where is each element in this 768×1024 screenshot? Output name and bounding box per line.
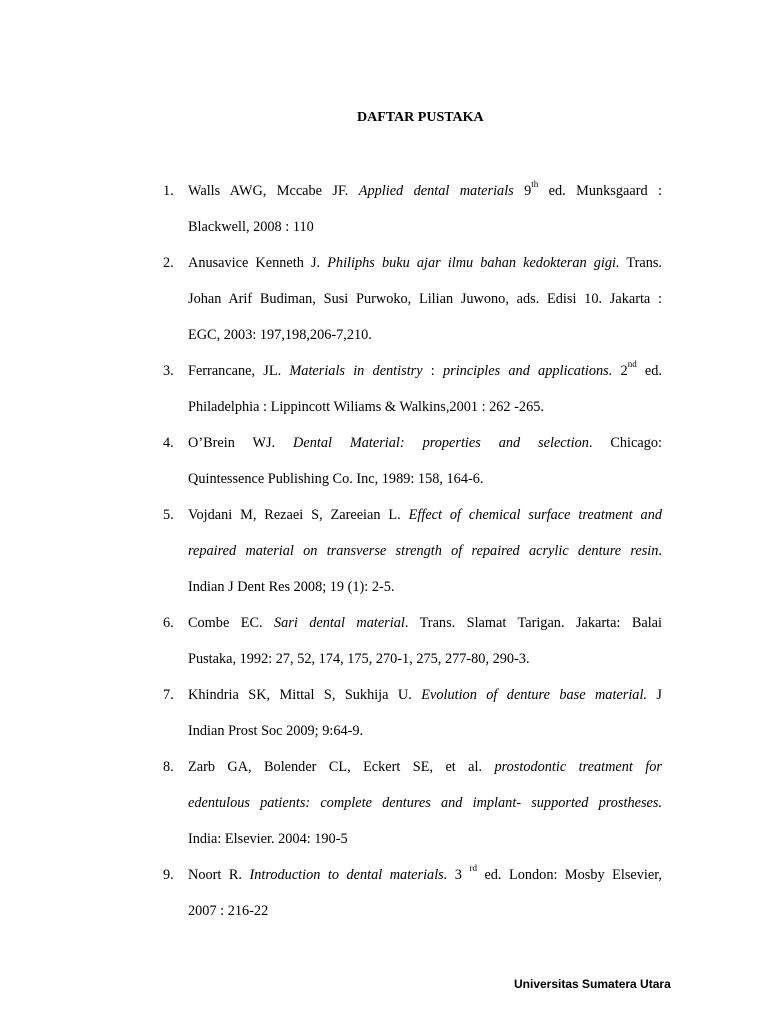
reference-text: Anusavice Kenneth J. — [188, 255, 328, 271]
reference-text: Indian Prost Soc 2009; 9:64-9. — [188, 723, 364, 739]
reference-line — [188, 713, 662, 749]
italic-title-text: Dental Material: properties and selection — [293, 435, 589, 451]
reference-text: . Trans. Slamat Tarigan. Jakarta: Balai — [404, 615, 662, 631]
reference-line — [188, 749, 662, 785]
reference-number: 3. — [163, 363, 174, 379]
reference-item — [163, 605, 662, 677]
reference-item — [163, 749, 662, 857]
reference-text: ed. London: Mosby Elsevier, — [476, 867, 662, 883]
reference-number: 5. — [163, 507, 174, 523]
reference-item — [163, 353, 662, 425]
reference-line — [188, 425, 662, 461]
reference-text: Vojdani M, Rezaei S, Zareeian L. — [188, 507, 409, 523]
reference-text: 2 — [612, 363, 628, 379]
reference-text: Pustaka, 1992: 27, 52, 174, 175, 270-1, 275, 277-80, 290-3. — [188, 651, 530, 667]
reference-text: 3 — [447, 867, 470, 883]
italic-title-text: Applied dental materials — [358, 183, 514, 199]
italic-title-text: prostodontic treatment for — [494, 759, 662, 775]
reference-item — [163, 497, 662, 605]
italic-title-text: Evolution of denture base material. — [421, 687, 648, 703]
italic-title-text: principles and applications. — [443, 363, 613, 379]
page-title: DAFTAR PUSTAKA — [357, 110, 484, 125]
reference-text: Zarb GA, Bolender CL, Eckert SE, et al. — [188, 759, 495, 775]
reference-line — [188, 389, 662, 425]
reference-item — [163, 677, 662, 749]
reference-line — [188, 245, 662, 281]
reference-text: EGC, 2003: 197,198,206-7,210. — [188, 327, 372, 343]
reference-line — [188, 605, 662, 641]
italic-title-text: Materials in dentistry — [289, 363, 423, 379]
reference-number: 1. — [163, 183, 174, 199]
reference-number: 4. — [163, 435, 174, 451]
reference-text: India: Elsevier. 2004: 190-5 — [188, 831, 348, 847]
superscript-text: rd — [469, 863, 477, 874]
italic-title-text: Philiphs buku ajar ilmu bahan kedokteran gigi. — [327, 255, 620, 271]
superscript-text: th — [531, 179, 539, 190]
reference-line — [188, 533, 662, 569]
reference-item — [163, 245, 662, 353]
reference-text: Philadelphia : Lippincott Wiliams & Walkins,2001 : 262 -265. — [188, 399, 544, 415]
reference-text: Combe EC. — [188, 615, 274, 631]
reference-text: Quintessence Publishing Co. Inc, 1989: 158, 164-6. — [188, 471, 484, 487]
reference-line — [188, 821, 662, 857]
reference-number: 7. — [163, 687, 174, 703]
reference-text: 2007 : 216-22 — [188, 903, 269, 919]
reference-text: Walls AWG, Mccabe JF. — [188, 183, 359, 199]
superscript-text: nd — [627, 359, 637, 370]
reference-item — [163, 857, 662, 929]
italic-title-text: edentulous patients: complete dentures and implant- supported prostheses. — [188, 795, 662, 811]
reference-text: Trans. — [619, 255, 662, 271]
reference-text: J — [647, 687, 662, 703]
reference-line — [188, 677, 662, 713]
reference-line — [188, 641, 662, 677]
reference-item — [163, 425, 662, 497]
reference-line — [188, 317, 662, 353]
reference-text: ed. — [636, 363, 662, 379]
reference-line — [188, 461, 662, 497]
reference-line — [188, 353, 662, 389]
reference-text: Noort R. — [188, 867, 250, 883]
reference-item — [163, 173, 662, 245]
reference-number: 2. — [163, 255, 174, 271]
reference-text: : — [422, 363, 443, 379]
reference-line — [188, 893, 662, 929]
italic-title-text: Effect of chemical surface treatment and — [408, 507, 663, 523]
reference-text: 9 — [513, 183, 532, 199]
reference-text: . Chicago: — [588, 435, 662, 451]
reference-text: Blackwell, 2008 : 110 — [188, 219, 314, 235]
reference-line — [188, 173, 662, 209]
reference-line — [188, 569, 662, 605]
reference-number: 6. — [163, 615, 174, 631]
reference-text: ed. Munksgaard : — [538, 183, 662, 199]
reference-line — [188, 209, 662, 245]
reference-line — [188, 497, 662, 533]
footer-institution: Universitas Sumatera Utara — [514, 977, 671, 991]
reference-line — [188, 785, 662, 821]
reference-text: Johan Arif Budiman, Susi Purwoko, Lilian Juwono, ads. Edisi 10. Jakarta : — [188, 291, 662, 307]
reference-text: O’Brein WJ. — [188, 435, 294, 451]
reference-text: Khindria SK, Mittal S, Sukhija U. — [188, 687, 422, 703]
italic-title-text: Sari dental material — [273, 615, 405, 631]
reference-text: Ferrancane, JL. — [188, 363, 290, 379]
italic-title-text: Introduction to dental materials. — [249, 867, 448, 883]
reference-number: 9. — [163, 867, 174, 883]
reference-number: 8. — [163, 759, 174, 775]
reference-line — [188, 857, 662, 893]
reference-text: Indian J Dent Res 2008; 19 (1): 2-5. — [188, 579, 395, 595]
reference-list — [163, 173, 662, 929]
italic-title-text: repaired material on transverse strength of repaired acrylic denture resin — [188, 543, 659, 559]
reference-text: . — [658, 543, 662, 559]
reference-line — [188, 281, 662, 317]
